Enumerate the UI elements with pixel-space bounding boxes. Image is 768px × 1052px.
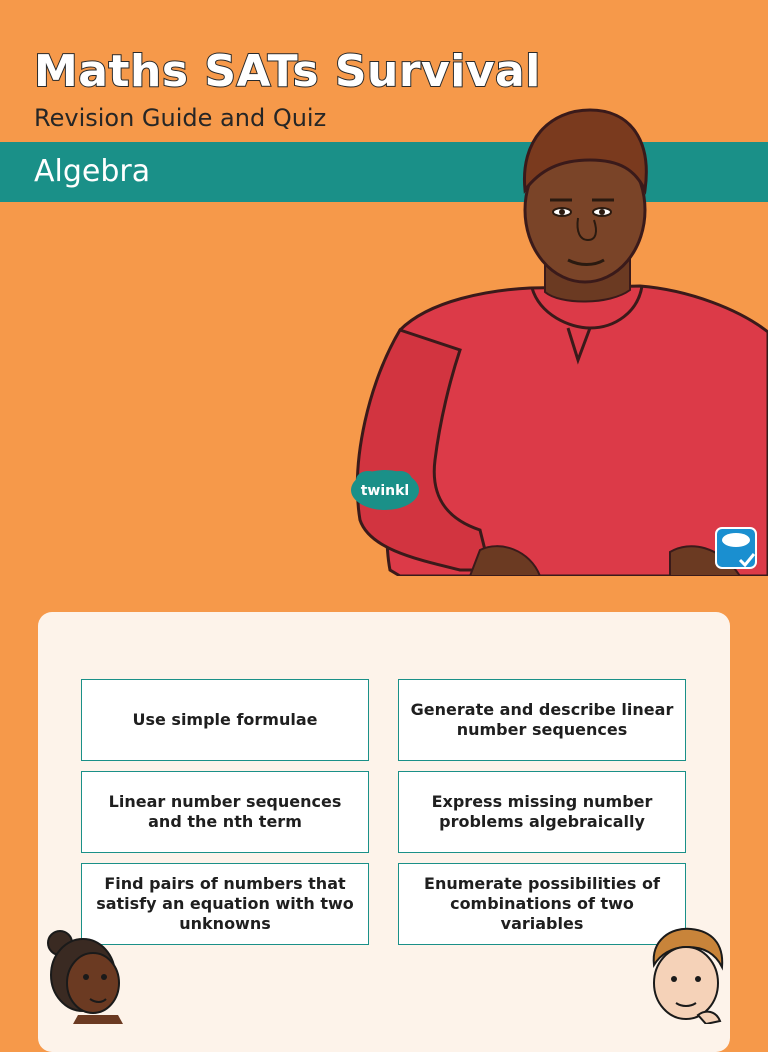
topic-button-1[interactable]: Generate and describe linear number sequences (398, 679, 686, 761)
topic-button-2[interactable]: Linear number sequences and the nth term (81, 771, 369, 853)
twinkl-logo (348, 466, 422, 514)
girl-illustration (38, 925, 138, 1024)
svg-text:twinkl: twinkl (360, 483, 410, 499)
topic-button-4[interactable]: Find pairs of numbers that satisfy an equation with two unknowns (81, 863, 369, 945)
topic-button-5[interactable]: Enumerate possibilities of combinations of two variables (398, 863, 686, 945)
topic-button-3[interactable]: Express missing number problems algebraically (398, 771, 686, 853)
topic-label: Algebra (34, 154, 151, 189)
boy-illustration (636, 925, 736, 1024)
topic-button-0[interactable]: Use simple formulae (81, 679, 369, 761)
topics-card (38, 612, 730, 1052)
page-subtitle: Revision Guide and Quiz (34, 104, 327, 132)
quality-badge-icon (714, 526, 758, 570)
page-title: Maths SATs Survival (34, 46, 541, 97)
